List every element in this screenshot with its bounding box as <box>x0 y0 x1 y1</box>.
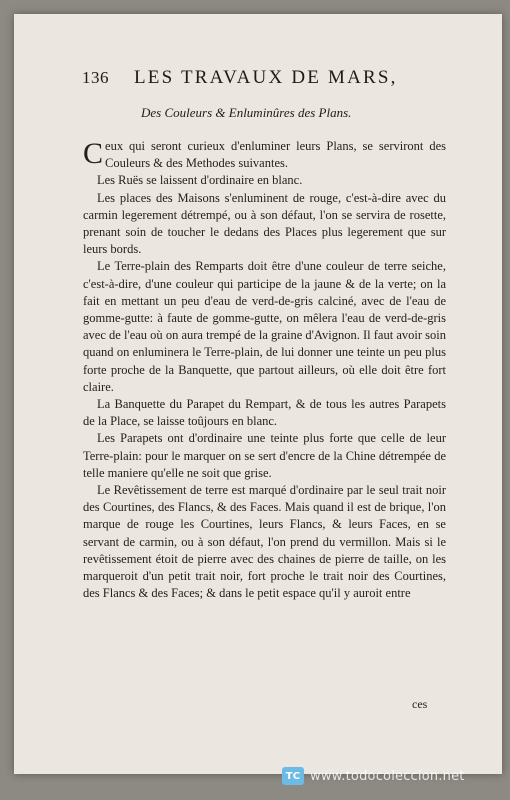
drop-cap: C <box>83 137 104 170</box>
watermark-text: www.todocoleccion.net <box>310 768 465 784</box>
body-text <box>83 138 446 602</box>
paragraph-5: La Banquette du Parapet du Rempart, & de tous les autres Parapets de la Place, se laisse toûjours en blanc. <box>83 397 446 429</box>
paragraph-2: Les Ruës se laissent d'ordinaire en blanc. <box>97 173 303 188</box>
todocoleccion-logo-icon: TC <box>282 767 304 785</box>
paragraph-3: Les places des Maisons s'enluminent de rouge, c'est-à-dire avec du carmin legerement détrempé, ou à son défaut, l'on se servira de rosette, prenant soin de toucher le dedans des Places plus legerement que sur leurs bords. <box>83 190 446 257</box>
paragraph-1-text: eux qui seront curieux d'enluminer leurs Plans, se serviront des Couleurs & des Methodes suivantes. <box>105 139 446 171</box>
watermark <box>282 765 465 787</box>
section-subtitle: Des Couleurs & Enluminûres des Plans. <box>141 105 352 120</box>
paragraph-7: Le Revêtissement de terre est marqué d'ordinaire par le seul trait noir des Courtines, des Flancs, & des Faces. Mais quand il est de brique, l'on marque de rouge les Courtines, leurs Flancs, & leurs Faces, en se servant de carmin, ou à son défaut, l'on prend du vermillon. Mais si le revêtissement étoit de pierre avec des chaines de pierre de taille, on les marqueroit d'un petit trait noir, fort proche le trait noir des Courtines, des Flancs & des Faces; & dans le petit espace qu'il y auroit entre <box>83 483 446 601</box>
page-number: 136 <box>82 68 109 87</box>
paragraph-1 <box>83 138 446 172</box>
paragraph-4: Le Terre-plain des Remparts doit être d'une couleur de terre seiche, c'est-à-dire, d'une couleur qui participe de la jaune & de la verte; on la fait en mettant un peu d'eau de verd-de-gris calciné, avec de l'eau de gomme-gutte: à faute de gomme-gutte, on mêlera l'eau de verd-de-gris avec de l'eau où on aura trempé de la graine d'Avignon. Il faut avoir soin quand on enluminera le Terre-plain, de lui donner une teinte un peu plus forte proche de la Banquette, que partout ailleurs, où elle doit être fort claire. <box>83 259 446 394</box>
running-title: LES TRAVAUX DE MARS, <box>134 67 398 88</box>
paragraph-6: Les Parapets ont d'ordinaire une teinte plus forte que celle de leur Terre-plain: pour le marquer on se sert d'encre de la Chine détrempée de telle maniere qu'elle ne soit que grise. <box>83 431 446 480</box>
book-page <box>14 14 502 774</box>
catchword: ces <box>412 697 428 711</box>
page-header <box>82 68 412 92</box>
